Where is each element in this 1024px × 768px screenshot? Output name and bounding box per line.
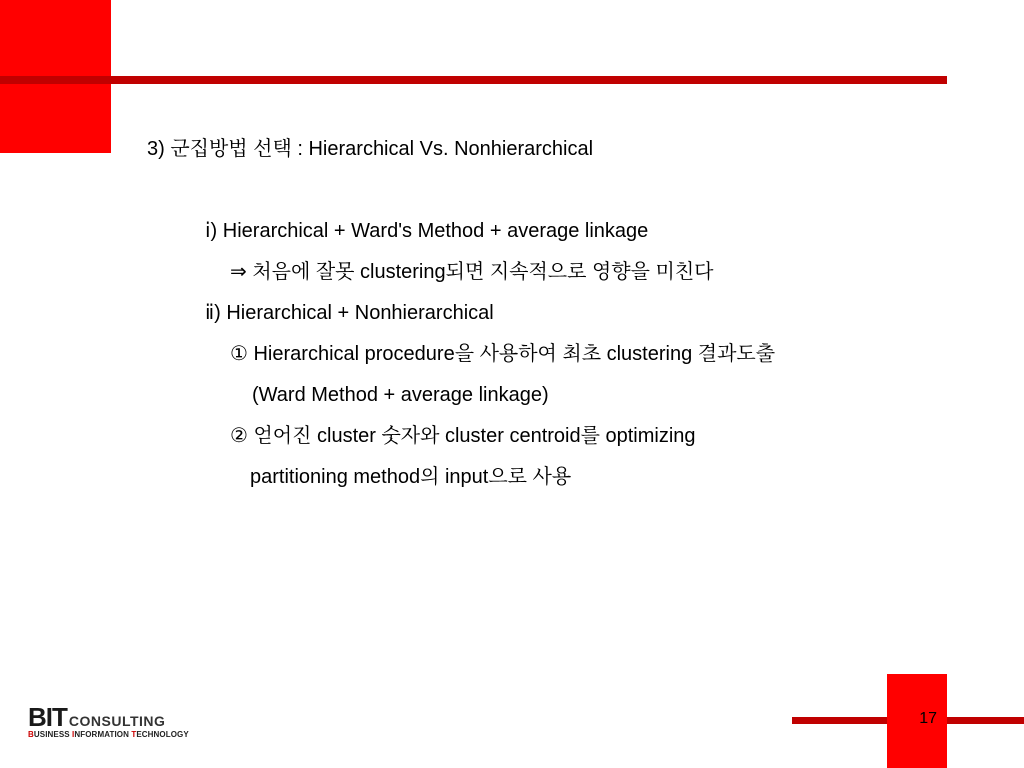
page-number: 17 <box>919 710 937 727</box>
logo-wordmark <box>28 702 165 733</box>
page-number-box <box>887 674 947 768</box>
logo-tagline-nformation: NFORMATION <box>74 730 132 739</box>
bullet-1-detail: ⇒ 처음에 잘못 clustering되면 지속적으로 영향을 미친다 <box>230 261 714 283</box>
logo-bit-text: BIT <box>28 702 67 732</box>
logo-tagline <box>28 730 189 739</box>
slide-heading: 3) 군집방법 선택 : Hierarchical Vs. Nonhierarchical <box>147 138 594 160</box>
logo-consulting-text: CONSULTING <box>68 713 166 729</box>
logo-tagline-t: T <box>131 730 137 739</box>
bullet-2: ⅱ) Hierarchical + Nonhierarchical <box>205 302 494 324</box>
bullet-2-step-1-note: (Ward Method + average linkage) <box>252 384 549 406</box>
logo-tagline-i: I <box>72 730 75 739</box>
logo-tagline-echnology: ECHNOLOGY <box>136 730 189 739</box>
logo-tagline-b: B <box>28 730 34 739</box>
bullet-2-step-1: ① Hierarchical procedure을 사용하여 최초 clustering 결과도출 <box>230 343 776 365</box>
bit-consulting-logo <box>28 702 198 746</box>
bullet-2-step-2-cont: partitioning method의 input으로 사용 <box>250 466 572 488</box>
logo-tagline-usiness: USINESS <box>33 730 73 739</box>
bullet-1: ⅰ) Hierarchical + Ward's Method + average linkage <box>205 220 649 242</box>
bullet-2-step-2: ② 얻어진 cluster 숫자와 cluster centroid를 optimizing <box>230 425 696 447</box>
